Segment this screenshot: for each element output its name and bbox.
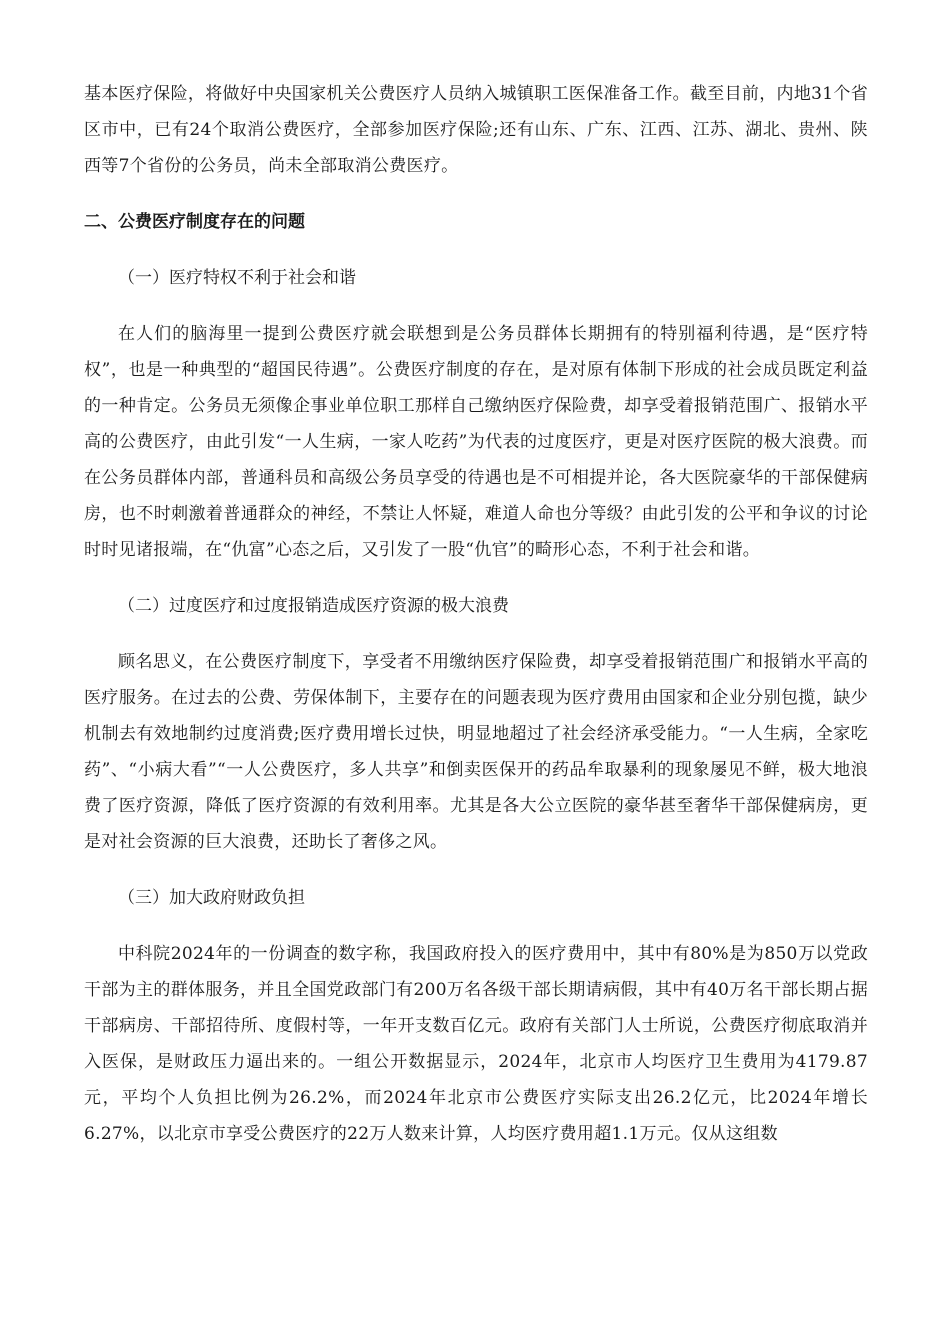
subsection-body-1: 在人们的脑海里一提到公费医疗就会联想到是公务员群体长期拥有的特别福利待遇，是“医疗特权”，也是一种典型的“超国民待遇”。公费医疗制度的存在，是对原有体制下形成的社会成员既定利益的一种肯定。公务员无须像企事业单位职工那样自己缴纳医疗保险费，却享受着报销范围广、报销水平高的公费医疗，由此引发“一人生病，一家人吃药”为代表的过度医疗，更是对医疗医院的极大浪费。而在公务员群体内部，普通科员和高级公务员享受的待遇也是不可相提并论，各大医院豪华的干部保健病房，也不时刺激着普通群众的神经，不禁让人怀疑，难道人命也分等级？由此引发的公平和争议的讨论时时见诸报端，在“仇富”心态之后，又引发了一股“仇官”的畸形心态，不利于社会和谐。 — [84, 324, 868, 560]
subsection-title-2: （二）过度医疗和过度报销造成医疗资源的极大浪费 — [118, 596, 509, 616]
subsection-body-2: 顾名思义，在公费医疗制度下，享受者不用缴纳医疗保险费，却享受着报销范围广和报销水平高的医疗服务。在过去的公费、劳保体制下，主要存在的问题表现为医疗费用由国家和企业分别包揽，缺少机制去有效地制约过度消费;医疗费用增长过快，明显地超过了社会经济承受能力。“一人生病，全家吃药”、“小病大看”“一人公费医疗，多人共享”和倒卖医保开的药品牟取暴利的现象屡见不鲜，极大地浪费了医疗资源，降低了医疗资源的有效利用率。尤其是各大公立医院的豪华甚至奢华干部保健病房，更是对社会资源的巨大浪费，还助长了奢侈之风。 — [84, 652, 868, 852]
intro-paragraph: 基本医疗保险，将做好中央国家机关公费医疗人员纳入城镇职工医保准备工作。截至目前，内地31个省区市中，已有24个取消公费医疗，全部参加医疗保险;还有山东、广东、江西、江苏、湖北、贵州、陕西等7个省份的公务员，尚未全部取消公费医疗。 — [84, 84, 868, 176]
document-page — [84, 76, 868, 1152]
subsection-title-1: （一）医疗特权不利于社会和谐 — [118, 268, 356, 288]
subsection-title-3: （三）加大政府财政负担 — [118, 888, 305, 908]
section-heading: 二、公费医疗制度存在的问题 — [84, 212, 305, 232]
subsection-body-3: 中科院2024年的一份调查的数字称，我国政府投入的医疗费用中，其中有80%是为850万以党政干部为主的群体服务，并且全国党政部门有200万名各级干部长期请病假，其中有40万名干部长期占据干部病房、干部招待所、度假村等，一年开支数百亿元。政府有关部门人士所说，公费医疗彻底取消并入医保，是财政压力逼出来的。一组公开数据显示，2024年，北京市人均医疗卫生费用为4179.87元，平均个人负担比例为26.2%，而2024年北京市公费医疗实际支出26.2亿元，比2024年增长6.27%，以北京市享受公费医疗的22万人数来计算，人均医疗费用超1.1万元。仅从这组数 — [84, 944, 868, 1144]
